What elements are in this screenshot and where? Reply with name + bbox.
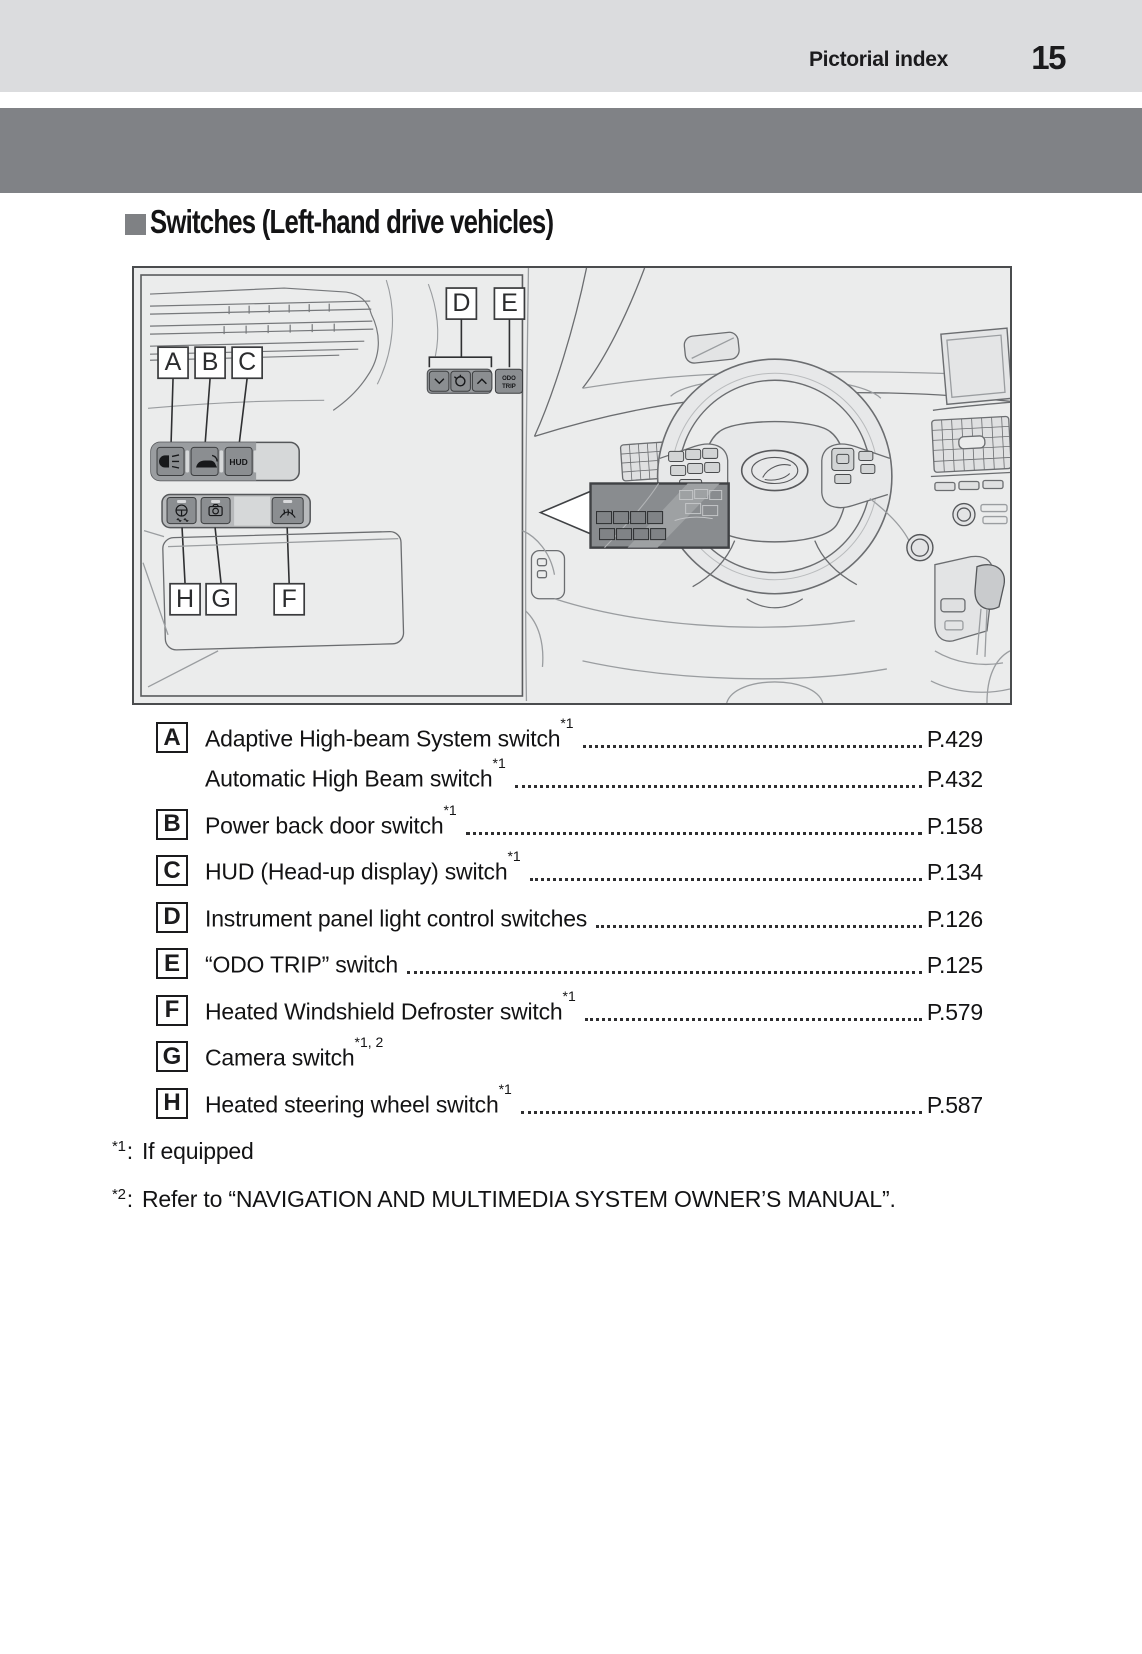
dotted-leader [466, 832, 922, 835]
svg-text:A: A [164, 348, 182, 377]
footnote-ref: *1, 2 [354, 1034, 384, 1051]
switch-label: Heated Windshield Defroster switch$^{*1}$ [205, 987, 576, 1025]
index-row-h [156, 1080, 983, 1119]
diagram-label-a [158, 347, 188, 378]
index-row-a [156, 715, 983, 793]
switch-label: Automatic High Beam switch$^{*1}$ [205, 755, 506, 792]
index-entry [205, 848, 983, 886]
index-row-e [156, 948, 983, 979]
section-title [125, 203, 667, 241]
footnote-ref: *1 [507, 848, 521, 865]
index-entry [205, 948, 983, 979]
switch-label: Adaptive High-beam System switch$^{*1}$ [205, 715, 574, 752]
page-reference: P.158 [926, 812, 983, 839]
footnote-separator: : [126, 1138, 133, 1164]
switch-key-badge: A [156, 722, 188, 753]
footnote-ref: *1 [560, 715, 574, 732]
multimedia-display [933, 328, 1010, 410]
climate-controls [931, 472, 1010, 525]
page-header [0, 0, 1142, 92]
svg-text:C: C [238, 348, 257, 377]
index-entry [205, 902, 983, 933]
page-reference: P.587 [926, 1091, 983, 1118]
switch-location-diagram [132, 266, 1012, 705]
dotted-leader [521, 1111, 922, 1114]
center-vent [932, 416, 1010, 472]
switch-key-badge: B [156, 809, 188, 840]
hud-switch-label: HUD [229, 456, 248, 467]
footnote-2 [112, 1182, 1012, 1213]
page-reference: P.126 [926, 905, 983, 932]
svg-text:ODO: ODO [502, 375, 516, 382]
diagram-label-g [206, 584, 236, 615]
svg-text:B: B [201, 348, 219, 377]
diagram-label-e [494, 288, 524, 319]
dotted-leader [585, 1018, 922, 1021]
svg-text:D: D [452, 289, 471, 318]
dotted-leader [596, 925, 922, 928]
index-row-c [156, 848, 983, 886]
footnote-ref: *1 [498, 1080, 512, 1097]
chapter-band [0, 108, 1142, 193]
footnote-marker: *2 [112, 1186, 126, 1203]
index-row-g [156, 1034, 983, 1072]
switch-label: Instrument panel light control switches [205, 905, 588, 932]
footnote-ref: *1 [443, 801, 457, 818]
index-row-b [156, 801, 983, 840]
footnote-marker: *1 [112, 1138, 126, 1155]
page-reference: P.134 [926, 859, 983, 885]
svg-text:G: G [211, 584, 231, 613]
switch-label: Power back door switch$^{*1}$ [205, 801, 457, 839]
footnote-separator: : [126, 1186, 133, 1212]
footnote-ref: *1 [492, 755, 506, 772]
index-entry [205, 715, 983, 753]
section-title-text: Switches (Left-hand drive vehicles) [150, 203, 554, 240]
section-marker-icon [125, 214, 146, 235]
side-mirror [683, 331, 740, 364]
dotted-leader [530, 878, 922, 881]
switch-key-badge: E [156, 948, 188, 979]
index-entry [205, 987, 983, 1026]
diagram-label-b [195, 347, 225, 378]
switch-callout-inset [540, 483, 728, 547]
page-reference: P.429 [926, 726, 983, 752]
dotted-leader [407, 971, 922, 974]
switch-key-badge: H [156, 1088, 188, 1119]
index-row-f [156, 987, 983, 1026]
switch-label: HUD (Head-up display) switch$^{*1}$ [205, 848, 521, 885]
dotted-leader [583, 745, 922, 748]
switch-key-badge: C [156, 855, 188, 886]
diagram-label-h [170, 584, 200, 615]
svg-text:E: E [501, 289, 518, 318]
diagram-label-f [274, 584, 304, 615]
panel-light-control-switches [427, 369, 492, 393]
index-entry [205, 1034, 983, 1072]
footnote-text: If equipped [141, 1138, 254, 1164]
svg-text:H: H [176, 584, 195, 613]
header-page-number: 15 [1031, 39, 1065, 76]
switch-index-list [156, 715, 983, 1134]
svg-text:F: F [281, 584, 297, 613]
odo-trip-switch [495, 369, 522, 393]
shifter-console [931, 556, 1010, 692]
left-dash-inset [141, 275, 524, 696]
dashboard-illustration [134, 268, 1010, 703]
switch-key-badge: G [156, 1041, 188, 1072]
footnote-ref: *1 [562, 987, 576, 1004]
diagram-label-d [446, 288, 476, 319]
switch-label: Heated steering wheel switch$^{*1}$ [205, 1080, 512, 1118]
svg-text:TRIP: TRIP [502, 383, 516, 390]
index-entry [205, 801, 983, 840]
header-section-label: Pictorial index [808, 48, 948, 71]
dotted-leader [515, 785, 922, 788]
footnotes [112, 1134, 1012, 1230]
page-reference: P.125 [926, 952, 983, 978]
page-reference: P.579 [926, 998, 983, 1025]
index-entry [205, 1080, 983, 1119]
lower-switch-panel [162, 495, 310, 528]
footnote-text: Refer to “NAVIGATION AND MULTIMEDIA SYSTEM OWNER’S MANUAL”. [141, 1186, 896, 1212]
upper-switch-panel [151, 442, 299, 480]
door-controls [522, 531, 564, 667]
index-entry [205, 755, 983, 793]
footnote-1 [112, 1134, 1012, 1165]
switch-key-badge: D [156, 902, 188, 933]
switch-label: “ODO TRIP” switch [205, 952, 398, 978]
switch-label: Camera switch$^{*1, 2}$ [205, 1034, 384, 1071]
page-reference: P.432 [926, 766, 983, 792]
index-row-d [156, 902, 983, 933]
switch-key-badge: F [156, 995, 188, 1026]
diagram-label-c [232, 347, 262, 378]
